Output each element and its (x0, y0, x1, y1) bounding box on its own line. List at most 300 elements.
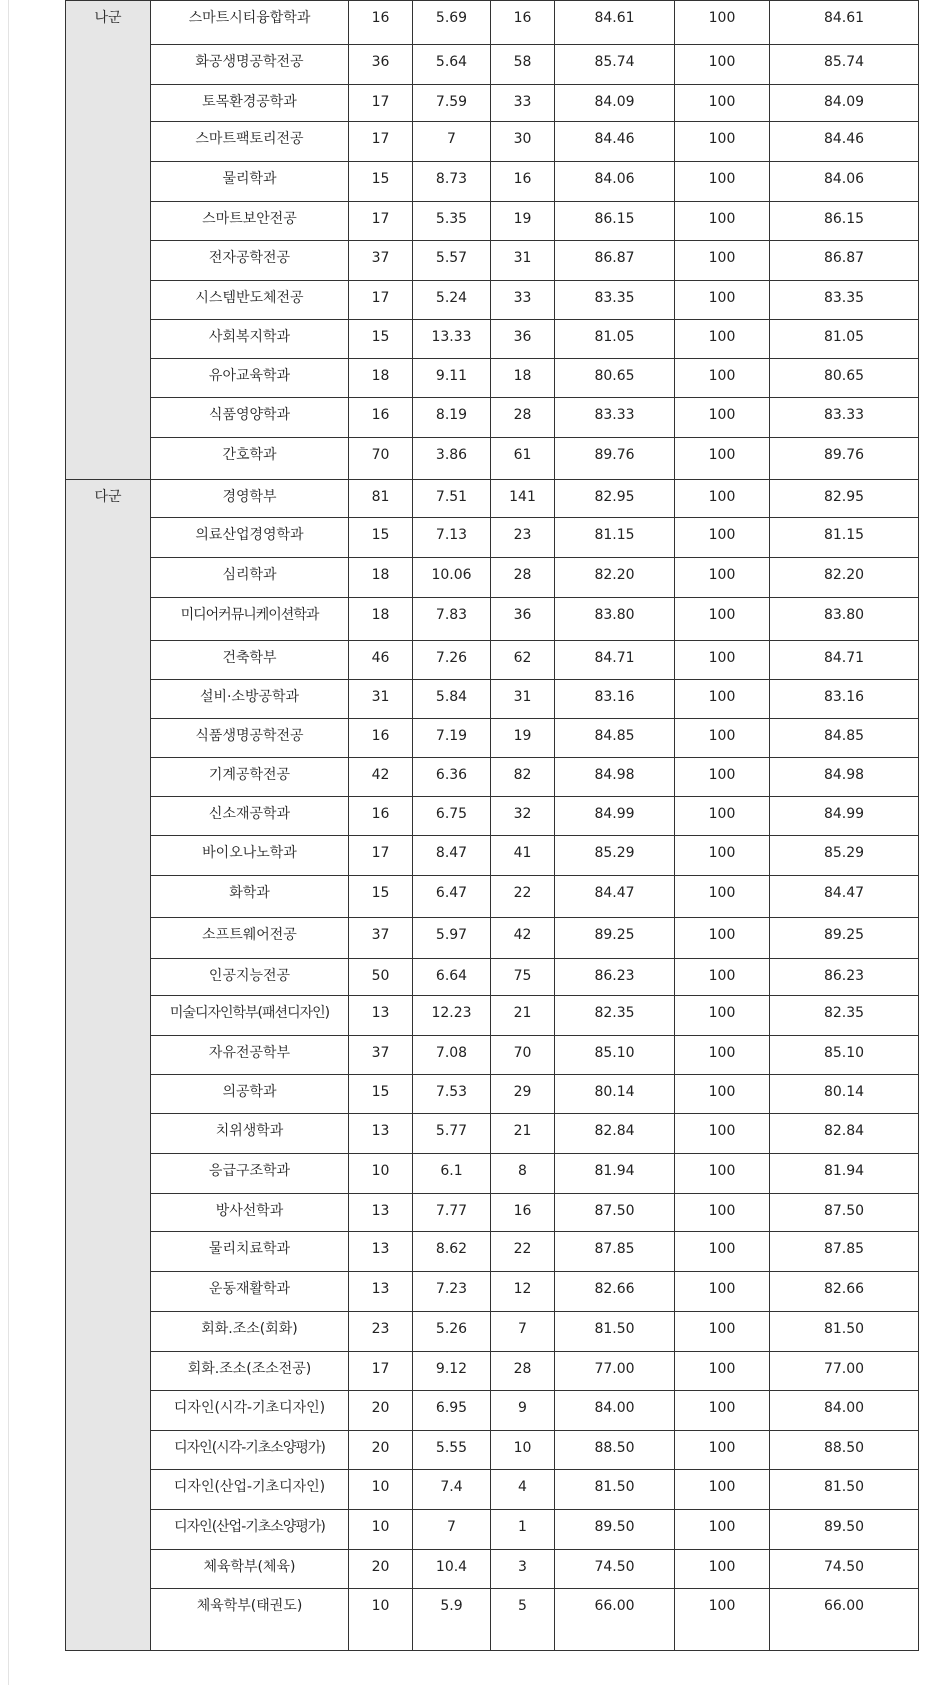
competition-rate-cell: 13.33 (413, 320, 491, 359)
rank-cell: 28 (491, 1352, 555, 1391)
full-score-cell: 100 (675, 1075, 770, 1114)
department-cell: 디자인(시각-기초디자인) (151, 1391, 349, 1431)
score-b-cell: 89.50 (770, 1510, 919, 1550)
score-a-cell: 84.47 (555, 876, 675, 918)
department-cell: 물리치료학과 (151, 1232, 349, 1272)
score-b-cell: 81.50 (770, 1470, 919, 1510)
score-a-cell: 88.50 (555, 1431, 675, 1470)
quota-cell: 16 (349, 797, 413, 836)
competition-rate-cell: 6.64 (413, 959, 491, 996)
quota-cell: 81 (349, 480, 413, 518)
quota-cell: 15 (349, 320, 413, 359)
competition-rate-cell: 7 (413, 122, 491, 162)
rank-cell: 23 (491, 518, 555, 558)
table-row (66, 518, 919, 558)
score-a-cell: 81.05 (555, 320, 675, 359)
score-a-cell: 83.33 (555, 398, 675, 438)
table-row (66, 480, 919, 518)
department-cell: 스마트보안전공 (151, 202, 349, 241)
table-row (66, 438, 919, 480)
score-b-cell: 84.00 (770, 1391, 919, 1431)
quota-cell: 42 (349, 758, 413, 797)
score-b-cell: 82.66 (770, 1272, 919, 1312)
table-row (66, 1154, 919, 1194)
group-cell: 나군 (66, 1, 151, 480)
competition-rate-cell: 7.19 (413, 719, 491, 758)
department-cell: 자유전공학부 (151, 1036, 349, 1075)
score-a-cell: 80.14 (555, 1075, 675, 1114)
score-b-cell: 88.50 (770, 1431, 919, 1470)
quota-cell: 36 (349, 45, 413, 85)
table-row (66, 85, 919, 122)
score-a-cell: 84.46 (555, 122, 675, 162)
table-row (66, 876, 919, 918)
score-a-cell: 84.06 (555, 162, 675, 202)
competition-rate-cell: 5.55 (413, 1431, 491, 1470)
rank-cell: 4 (491, 1470, 555, 1510)
score-a-cell: 74.50 (555, 1550, 675, 1589)
table-row (66, 1391, 919, 1431)
table-row (66, 241, 919, 281)
score-a-cell: 89.76 (555, 438, 675, 480)
rank-cell: 7 (491, 1312, 555, 1352)
table-row (66, 598, 919, 641)
table-row (66, 320, 919, 359)
score-a-cell: 81.15 (555, 518, 675, 558)
score-b-cell: 86.15 (770, 202, 919, 241)
competition-rate-cell: 7.59 (413, 85, 491, 122)
full-score-cell: 100 (675, 1550, 770, 1589)
rank-cell: 141 (491, 480, 555, 518)
score-a-cell: 81.50 (555, 1470, 675, 1510)
rank-cell: 75 (491, 959, 555, 996)
quota-cell: 17 (349, 1352, 413, 1391)
rank-cell: 31 (491, 680, 555, 719)
rank-cell: 1 (491, 1510, 555, 1550)
competition-rate-cell: 5.9 (413, 1589, 491, 1651)
full-score-cell: 100 (675, 1194, 770, 1232)
competition-rate-cell: 7.26 (413, 641, 491, 680)
competition-rate-cell: 8.19 (413, 398, 491, 438)
table-row (66, 359, 919, 398)
department-cell: 유아교육학과 (151, 359, 349, 398)
department-cell: 경영학부 (151, 480, 349, 518)
quota-cell: 13 (349, 1114, 413, 1154)
table-row (66, 558, 919, 598)
department-cell: 신소재공학과 (151, 797, 349, 836)
competition-rate-cell: 7 (413, 1510, 491, 1550)
department-cell: 건축학부 (151, 641, 349, 680)
competition-rate-cell: 6.1 (413, 1154, 491, 1194)
competition-rate-cell: 5.69 (413, 1, 491, 45)
full-score-cell: 100 (675, 359, 770, 398)
department-cell: 화학과 (151, 876, 349, 918)
department-cell: 체육학부(체육) (151, 1550, 349, 1589)
department-cell: 디자인(산업-기초디자인) (151, 1470, 349, 1510)
competition-rate-cell: 6.75 (413, 797, 491, 836)
department-cell: 식품생명공학전공 (151, 719, 349, 758)
full-score-cell: 100 (675, 641, 770, 680)
rank-cell: 33 (491, 85, 555, 122)
rank-cell: 33 (491, 281, 555, 320)
table-row (66, 680, 919, 719)
table-row (66, 1114, 919, 1154)
department-cell: 인공지능전공 (151, 959, 349, 996)
rank-cell: 42 (491, 918, 555, 959)
score-b-cell: 83.16 (770, 680, 919, 719)
full-score-cell: 100 (675, 918, 770, 959)
score-b-cell: 84.47 (770, 876, 919, 918)
competition-rate-cell: 7.51 (413, 480, 491, 518)
full-score-cell: 100 (675, 598, 770, 641)
competition-rate-cell: 8.47 (413, 836, 491, 876)
competition-rate-cell: 7.4 (413, 1470, 491, 1510)
full-score-cell: 100 (675, 1391, 770, 1431)
score-b-cell: 84.85 (770, 719, 919, 758)
score-a-cell: 85.74 (555, 45, 675, 85)
department-cell: 미디어커뮤니케이션학과 (151, 598, 349, 641)
full-score-cell: 100 (675, 996, 770, 1036)
score-a-cell: 84.09 (555, 85, 675, 122)
quota-cell: 18 (349, 598, 413, 641)
score-a-cell: 82.35 (555, 996, 675, 1036)
rank-cell: 16 (491, 1194, 555, 1232)
full-score-cell: 100 (675, 1154, 770, 1194)
full-score-cell: 100 (675, 202, 770, 241)
score-b-cell: 84.46 (770, 122, 919, 162)
quota-cell: 50 (349, 959, 413, 996)
department-cell: 의료산업경영학과 (151, 518, 349, 558)
quota-cell: 15 (349, 876, 413, 918)
competition-rate-cell: 6.47 (413, 876, 491, 918)
score-b-cell: 81.50 (770, 1312, 919, 1352)
score-b-cell: 81.94 (770, 1154, 919, 1194)
score-b-cell: 84.06 (770, 162, 919, 202)
score-b-cell: 80.14 (770, 1075, 919, 1114)
table-row (66, 836, 919, 876)
competition-rate-cell: 10.4 (413, 1550, 491, 1589)
competition-rate-cell: 7.83 (413, 598, 491, 641)
score-b-cell: 86.23 (770, 959, 919, 996)
full-score-cell: 100 (675, 85, 770, 122)
quota-cell: 10 (349, 1470, 413, 1510)
quota-cell: 15 (349, 1075, 413, 1114)
full-score-cell: 100 (675, 518, 770, 558)
department-cell: 기계공학전공 (151, 758, 349, 797)
score-b-cell: 82.20 (770, 558, 919, 598)
department-cell: 응급구조학과 (151, 1154, 349, 1194)
quota-cell: 10 (349, 1510, 413, 1550)
competition-rate-cell: 6.95 (413, 1391, 491, 1431)
competition-rate-cell: 5.24 (413, 281, 491, 320)
full-score-cell: 100 (675, 558, 770, 598)
department-cell: 스마트시티융합학과 (151, 1, 349, 45)
score-b-cell: 82.35 (770, 996, 919, 1036)
department-cell: 간호학과 (151, 438, 349, 480)
full-score-cell: 100 (675, 398, 770, 438)
score-a-cell: 83.35 (555, 281, 675, 320)
full-score-cell: 100 (675, 45, 770, 85)
rank-cell: 5 (491, 1589, 555, 1651)
quota-cell: 20 (349, 1391, 413, 1431)
score-b-cell: 83.35 (770, 281, 919, 320)
score-b-cell: 84.09 (770, 85, 919, 122)
full-score-cell: 100 (675, 1114, 770, 1154)
table-row (66, 959, 919, 996)
competition-rate-cell: 5.64 (413, 45, 491, 85)
score-a-cell: 81.50 (555, 1312, 675, 1352)
rank-cell: 70 (491, 1036, 555, 1075)
score-b-cell: 83.33 (770, 398, 919, 438)
table-row (66, 202, 919, 241)
score-b-cell: 83.80 (770, 598, 919, 641)
full-score-cell: 100 (675, 758, 770, 797)
table-row (66, 1550, 919, 1589)
full-score-cell: 100 (675, 1352, 770, 1391)
quota-cell: 13 (349, 1232, 413, 1272)
rank-cell: 61 (491, 438, 555, 480)
department-cell: 회화.조소(조소전공) (151, 1352, 349, 1391)
quota-cell: 13 (349, 1272, 413, 1312)
table-row (66, 398, 919, 438)
full-score-cell: 100 (675, 1470, 770, 1510)
table-row (66, 1431, 919, 1470)
score-b-cell: 82.95 (770, 480, 919, 518)
score-a-cell: 84.61 (555, 1, 675, 45)
quota-cell: 17 (349, 122, 413, 162)
page-left-rule (8, 0, 9, 1685)
score-a-cell: 87.50 (555, 1194, 675, 1232)
table-row (66, 719, 919, 758)
department-cell: 치위생학과 (151, 1114, 349, 1154)
quota-cell: 37 (349, 1036, 413, 1075)
table-row (66, 758, 919, 797)
department-cell: 설비·소방공학과 (151, 680, 349, 719)
competition-rate-cell: 7.13 (413, 518, 491, 558)
rank-cell: 36 (491, 320, 555, 359)
department-cell: 토목환경공학과 (151, 85, 349, 122)
score-a-cell: 87.85 (555, 1232, 675, 1272)
rank-cell: 28 (491, 398, 555, 438)
quota-cell: 10 (349, 1154, 413, 1194)
score-b-cell: 66.00 (770, 1589, 919, 1651)
competition-rate-cell: 7.23 (413, 1272, 491, 1312)
rank-cell: 41 (491, 836, 555, 876)
table-row (66, 1589, 919, 1651)
competition-rate-cell: 8.62 (413, 1232, 491, 1272)
competition-rate-cell: 7.08 (413, 1036, 491, 1075)
table-row (66, 281, 919, 320)
quota-cell: 17 (349, 85, 413, 122)
score-a-cell: 84.98 (555, 758, 675, 797)
table-row (66, 1312, 919, 1352)
full-score-cell: 100 (675, 1, 770, 45)
score-a-cell: 86.87 (555, 241, 675, 281)
rank-cell: 21 (491, 1114, 555, 1154)
full-score-cell: 100 (675, 1272, 770, 1312)
table-row (66, 162, 919, 202)
score-a-cell: 86.23 (555, 959, 675, 996)
full-score-cell: 100 (675, 1431, 770, 1470)
department-cell: 사회복지학과 (151, 320, 349, 359)
competition-rate-cell: 9.12 (413, 1352, 491, 1391)
rank-cell: 19 (491, 719, 555, 758)
rank-cell: 31 (491, 241, 555, 281)
full-score-cell: 100 (675, 719, 770, 758)
quota-cell: 20 (349, 1550, 413, 1589)
rank-cell: 28 (491, 558, 555, 598)
score-a-cell: 84.71 (555, 641, 675, 680)
rank-cell: 8 (491, 1154, 555, 1194)
full-score-cell: 100 (675, 876, 770, 918)
score-a-cell: 86.15 (555, 202, 675, 241)
group-cell: 다군 (66, 480, 151, 1651)
score-b-cell: 74.50 (770, 1550, 919, 1589)
department-cell: 디자인(시각-기초소양평가) (151, 1431, 349, 1470)
rank-cell: 36 (491, 598, 555, 641)
full-score-cell: 100 (675, 797, 770, 836)
score-b-cell: 86.87 (770, 241, 919, 281)
score-a-cell: 81.94 (555, 1154, 675, 1194)
competition-rate-cell: 6.36 (413, 758, 491, 797)
score-a-cell: 82.20 (555, 558, 675, 598)
score-a-cell: 84.00 (555, 1391, 675, 1431)
table-row (66, 1075, 919, 1114)
department-cell: 미술디자인학부(패션디자인) (151, 996, 349, 1036)
quota-cell: 16 (349, 719, 413, 758)
table-row (66, 1, 919, 45)
table-body (66, 1, 919, 1651)
score-a-cell: 89.25 (555, 918, 675, 959)
quota-cell: 15 (349, 162, 413, 202)
score-b-cell: 89.76 (770, 438, 919, 480)
score-a-cell: 66.00 (555, 1589, 675, 1651)
table-row (66, 1036, 919, 1075)
rank-cell: 58 (491, 45, 555, 85)
full-score-cell: 100 (675, 1312, 770, 1352)
department-cell: 물리학과 (151, 162, 349, 202)
full-score-cell: 100 (675, 1589, 770, 1651)
rank-cell: 18 (491, 359, 555, 398)
quota-cell: 15 (349, 518, 413, 558)
table-row (66, 1232, 919, 1272)
quota-cell: 13 (349, 1194, 413, 1232)
full-score-cell: 100 (675, 438, 770, 480)
quota-cell: 17 (349, 836, 413, 876)
score-a-cell: 85.10 (555, 1036, 675, 1075)
rank-cell: 16 (491, 1, 555, 45)
full-score-cell: 100 (675, 480, 770, 518)
score-b-cell: 85.74 (770, 45, 919, 85)
department-cell: 식품영양학과 (151, 398, 349, 438)
score-b-cell: 89.25 (770, 918, 919, 959)
score-b-cell: 85.10 (770, 1036, 919, 1075)
full-score-cell: 100 (675, 836, 770, 876)
rank-cell: 62 (491, 641, 555, 680)
department-cell: 방사선학과 (151, 1194, 349, 1232)
competition-rate-cell: 12.23 (413, 996, 491, 1036)
score-b-cell: 82.84 (770, 1114, 919, 1154)
quota-cell: 46 (349, 641, 413, 680)
table-row (66, 918, 919, 959)
department-cell: 체육학부(태권도) (151, 1589, 349, 1651)
full-score-cell: 100 (675, 122, 770, 162)
competition-rate-cell: 10.06 (413, 558, 491, 598)
competition-rate-cell: 9.11 (413, 359, 491, 398)
rank-cell: 22 (491, 1232, 555, 1272)
rank-cell: 22 (491, 876, 555, 918)
quota-cell: 18 (349, 558, 413, 598)
department-cell: 디자인(산업-기초소양평가) (151, 1510, 349, 1550)
score-a-cell: 83.80 (555, 598, 675, 641)
rank-cell: 29 (491, 1075, 555, 1114)
quota-cell: 18 (349, 359, 413, 398)
score-b-cell: 84.61 (770, 1, 919, 45)
table-row (66, 797, 919, 836)
department-cell: 운동재활학과 (151, 1272, 349, 1312)
competition-rate-cell: 5.77 (413, 1114, 491, 1154)
full-score-cell: 100 (675, 680, 770, 719)
score-b-cell: 84.99 (770, 797, 919, 836)
competition-rate-cell: 7.53 (413, 1075, 491, 1114)
table-row (66, 1470, 919, 1510)
score-a-cell: 77.00 (555, 1352, 675, 1391)
department-cell: 전자공학전공 (151, 241, 349, 281)
score-a-cell: 89.50 (555, 1510, 675, 1550)
score-b-cell: 81.15 (770, 518, 919, 558)
full-score-cell: 100 (675, 959, 770, 996)
table-row (66, 1510, 919, 1550)
competition-rate-cell: 8.73 (413, 162, 491, 202)
quota-cell: 10 (349, 1589, 413, 1651)
quota-cell: 31 (349, 680, 413, 719)
competition-rate-cell: 5.26 (413, 1312, 491, 1352)
score-b-cell: 84.71 (770, 641, 919, 680)
competition-rate-cell: 5.84 (413, 680, 491, 719)
score-a-cell: 82.95 (555, 480, 675, 518)
score-b-cell: 87.50 (770, 1194, 919, 1232)
department-cell: 스마트팩토리전공 (151, 122, 349, 162)
rank-cell: 82 (491, 758, 555, 797)
table-row (66, 45, 919, 85)
rank-cell: 9 (491, 1391, 555, 1431)
competition-rate-cell: 5.35 (413, 202, 491, 241)
quota-cell: 23 (349, 1312, 413, 1352)
score-b-cell: 85.29 (770, 836, 919, 876)
table-row (66, 1352, 919, 1391)
score-a-cell: 85.29 (555, 836, 675, 876)
table-row (66, 1194, 919, 1232)
score-b-cell: 87.85 (770, 1232, 919, 1272)
table-row (66, 996, 919, 1036)
competition-rate-cell: 5.57 (413, 241, 491, 281)
department-cell: 심리학과 (151, 558, 349, 598)
rank-cell: 32 (491, 797, 555, 836)
department-cell: 회화.조소(회화) (151, 1312, 349, 1352)
competition-rate-cell: 3.86 (413, 438, 491, 480)
quota-cell: 17 (349, 281, 413, 320)
table-row (66, 122, 919, 162)
full-score-cell: 100 (675, 1036, 770, 1075)
department-cell: 바이오나노학과 (151, 836, 349, 876)
score-b-cell: 77.00 (770, 1352, 919, 1391)
department-cell: 소프트웨어전공 (151, 918, 349, 959)
score-a-cell: 84.99 (555, 797, 675, 836)
table-row (66, 641, 919, 680)
score-a-cell: 83.16 (555, 680, 675, 719)
department-cell: 화공생명공학전공 (151, 45, 349, 85)
quota-cell: 37 (349, 241, 413, 281)
